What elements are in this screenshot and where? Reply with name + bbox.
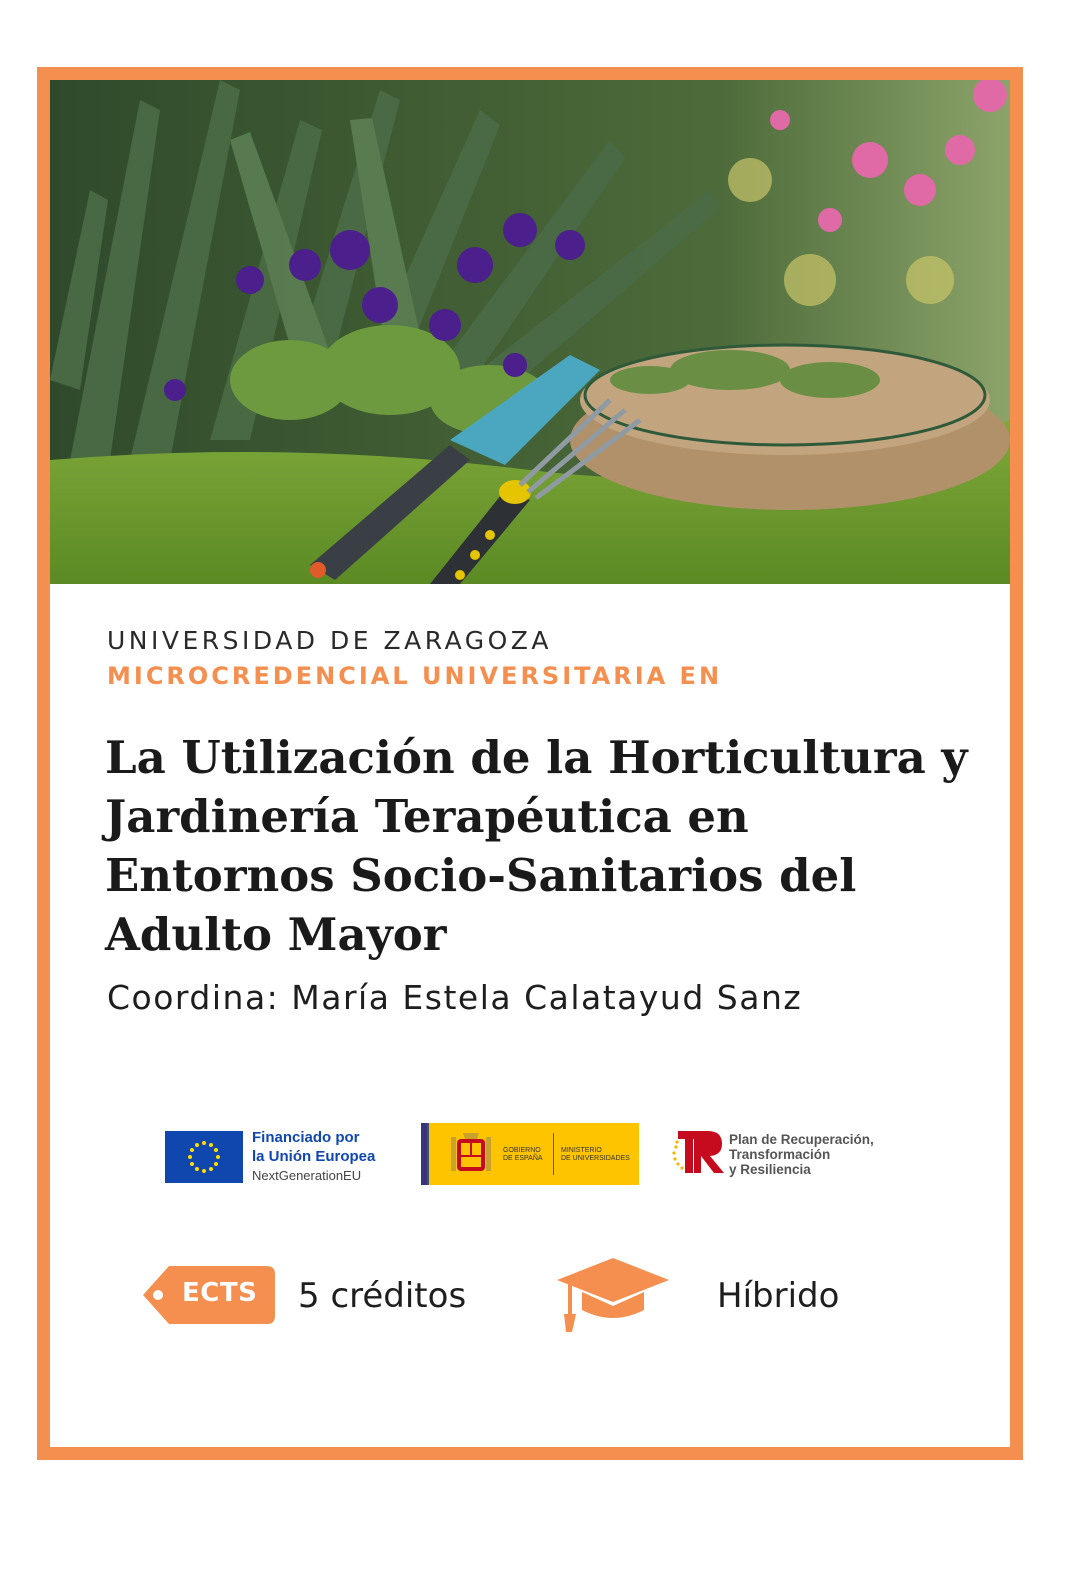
recovery-plan-logo: [670, 1127, 874, 1182]
gov-label-1: GOBIERNO DE ESPAÑA: [503, 1147, 543, 1162]
graduation-cap-icon: [556, 1254, 671, 1334]
garden-photo: [50, 80, 1010, 584]
garden-photo-illustration: [50, 80, 1010, 584]
ects-badge-label: ECTS: [182, 1278, 258, 1308]
coordinator: Coordina: María Estela Calatayud Sanz: [107, 978, 803, 1017]
course-title-line: Entornos Socio-Sanitarios del: [105, 849, 857, 902]
course-title-line: Adulto Mayor: [105, 908, 447, 961]
university-name: UNIVERSIDAD DE ZARAGOZA: [107, 626, 553, 655]
eu-line-3: NextGenerationEU: [252, 1168, 362, 1183]
tr-monogram-icon: [670, 1127, 726, 1177]
funding-logos: [165, 1123, 925, 1189]
eu-line-2: la Unión Europea: [252, 1148, 376, 1165]
eu-stars-icon: [165, 1131, 243, 1183]
credits-value: 5 créditos: [298, 1276, 467, 1316]
government-logo: [421, 1123, 639, 1185]
gov-label-2: MINISTERIO DE UNIVERSIDADES: [561, 1147, 630, 1162]
course-title: [105, 728, 985, 964]
eu-line-1: Financiado por: [252, 1129, 360, 1146]
eu-flag-icon: [165, 1131, 243, 1183]
course-title-line: La Utilización de la Horticultura y: [105, 731, 968, 784]
course-title-line: Jardinería Terapéutica en: [105, 790, 749, 843]
modality-value: Híbrido: [717, 1276, 840, 1316]
credential-type: MICROCREDENCIAL UNIVERSITARIA EN: [107, 662, 723, 690]
recovery-plan-text: Plan de Recuperación, Transformación y Resiliencia: [729, 1132, 874, 1177]
coat-of-arms-icon: [449, 1131, 493, 1177]
eu-funding-text: [252, 1128, 375, 1185]
